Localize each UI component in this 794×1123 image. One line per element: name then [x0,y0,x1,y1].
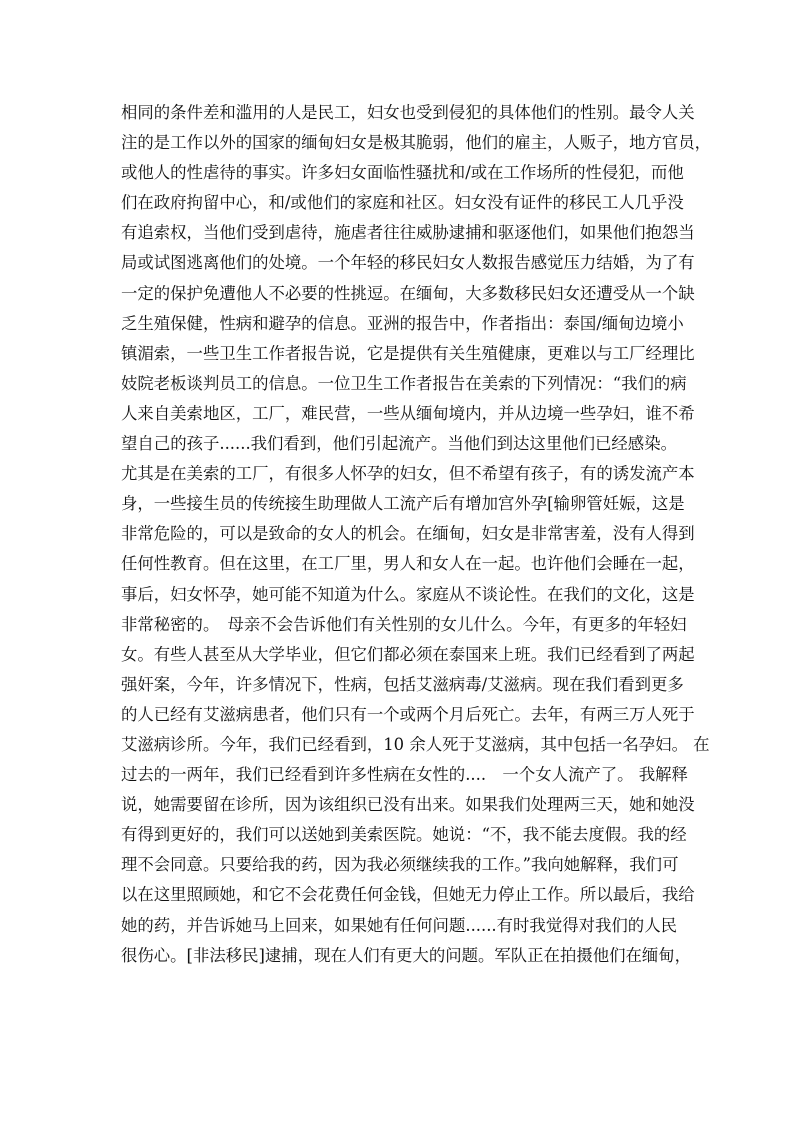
text-line: 女。有些人甚至从大学毕业，但它们都必须在泰国来上班。我们已经看到了两起 [121,644,695,664]
text-line: 人来自美索地区，工厂，难民营，一些从缅甸境内，并从边境一些孕妇，谁不希 [121,403,695,423]
text-line: 任何性教育。但在这里，在工厂里，男人和女人在一起。也许他们会睡在一起， [121,554,695,574]
text-line: 注的是工作以外的国家的缅甸妇女是极其脆弱，他们的雇主，人贩子，地方官员， [121,133,712,153]
text-line: 有追索权，当他们受到虐待，施虐者往往威胁逮捕和驱逐他们，如果他们抱怨当 [121,223,695,243]
text-line: 非常秘密的。 母亲不会告诉他们有关性别的女儿什么。今年，有更多的年轻妇 [121,614,687,634]
text-line: 她的药，并告诉她马上回来，如果她有任何问题......有时我觉得对我们的人民 [121,915,677,935]
text-line: 说，她需要留在诊所，因为该组织已没有出来。如果我们处理两三天，她和她没 [121,795,695,815]
text-line: 尤其是在美索的工厂，有很多人怀孕的妇女，但不希望有孩子，有的诱发流产本 [121,464,695,484]
text-line: 妓院老板谈判员工的信息。一位卫生工作者报告在美索的下列情况：“我们的病 [121,373,687,393]
text-line: 们在政府拘留中心，和/或他们的家庭和社区。妇女没有证件的移民工人几乎没 [121,193,684,213]
text-line: 镇湄索，一些卫生工作者报告说，它是提供有关生殖健康，更难以与工厂经理比 [121,343,695,363]
body-text [121,98,712,971]
text-line: 非常危险的，可以是致命的女人的机会。在缅甸，妇女是非常害羞，没有人得到 [121,524,695,544]
text-line: 过去的一两年，我们已经看到许多性病在女性的.... 一个女人流产了。 我解释 [121,765,688,785]
text-line: 理不会同意。只要给我的药，因为我必须继续我的工作。”我向她解释，我们可 [121,855,679,875]
text-line: 一定的保护免遭他人不必要的性挑逗。在缅甸，大多数移民妇女还遭受从一个缺 [121,283,695,303]
text-line: 身，一些接生员的传统接生助理做人工流产后有增加宫外孕[输卵管妊娠，这是 [121,494,685,514]
text-line: 以在这里照顾她，和它不会花费任何金钱，但她无力停止工作。所以最后，我给 [121,885,695,905]
text-line: 局或试图逃离他们的处境。一个年轻的移民妇女人数报告感觉压力结婚，为了有 [121,253,695,273]
text-line: 有得到更好的，我们可以送她到美索医院。她说：“不，我不能去度假。我的经 [121,825,687,845]
text-line: 乏生殖保健，性病和避孕的信息。亚洲的报告中，作者指出：泰国/缅甸边境小 [121,313,684,333]
text-line: 艾滋病诊所。今年，我们已经看到，10 余人死于艾滋病，其中包括一名孕妇。 在 [121,734,710,754]
text-line: 或他人的性虐待的事实。许多妇女面临性骚扰和/或在工作场所的性侵犯，而他 [121,163,684,183]
text-line: 的人已经有艾滋病患者，他们只有一个或两个月后死亡。去年，有两三万人死于 [121,704,695,724]
text-line: 望自己的孩子......我们看到，他们引起流产。当他们到达这里他们已经感染。 [121,434,677,454]
text-line: 很伤心。[非法移民]逮捕，现在人们有更大的问题。军队正在拍摄他们在缅甸， [121,945,692,965]
text-line: 事后，妇女怀孕，她可能不知道为什么。家庭从不谈论性。在我们的文化，这是 [121,584,695,604]
text-line: 强奸案，今年，许多情况下，性病，包括艾滋病毒/艾滋病。现在我们看到更多 [121,674,684,694]
text-line: 相同的条件差和滥用的人是民工，妇女也受到侵犯的具体他们的性别。最令人关 [121,103,695,122]
